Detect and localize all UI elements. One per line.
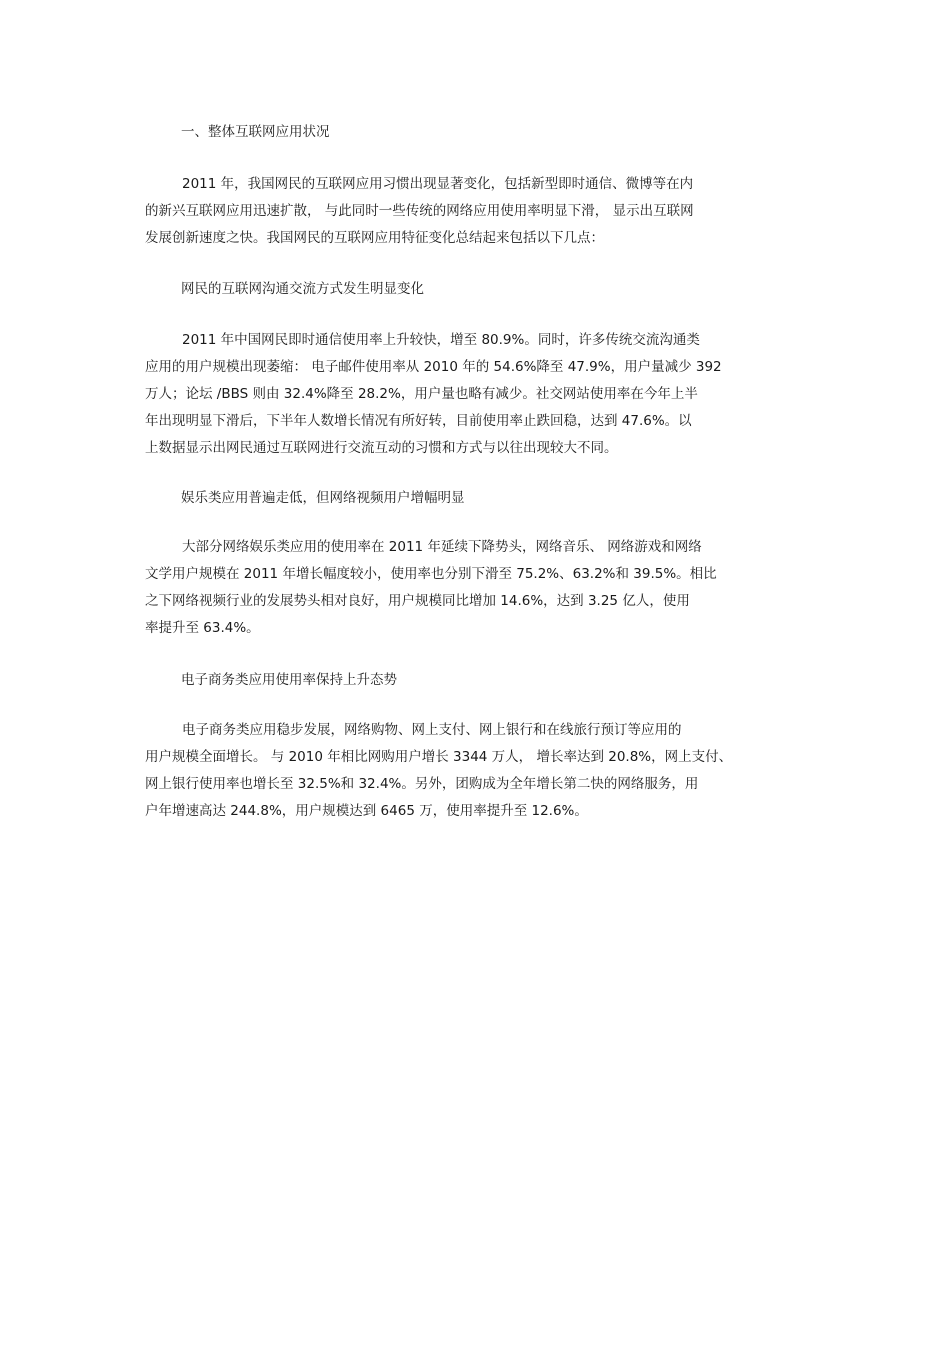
paragraph-line: 文学用户规模在 2011 年增长幅度较小，使用率也分别下滑至 75.2%、63.2%和 39.5%。相比 <box>145 566 717 582</box>
paragraph-line: 之下网络视频行业的发展势头相对良好，用户规模同比增加 14.6%，达到 3.25 亿人，使用 <box>145 593 690 609</box>
section-heading-communication: 网民的互联网沟通交流方式发生明显变化 <box>181 281 424 297</box>
paragraph-line: 大部分网络娱乐类应用的使用率在 2011 年延续下降势头，网络音乐、 网络游戏和网络 <box>182 539 702 555</box>
paragraph-overall <box>145 171 810 252</box>
section-heading-entertainment: 娱乐类应用普遍走低，但网络视频用户增幅明显 <box>181 490 465 506</box>
paragraph-line: 的新兴互联网应用迅速扩散， 与此同时一些传统的网络应用使用率明显下滑， 显示出互联网 <box>145 203 694 219</box>
paragraph-line: 应用的用户规模出现萎缩： 电子邮件使用率从 2010 年的 54.6%降至 47.9%，用户量减少 392 <box>145 359 722 375</box>
section-heading-ecommerce: 电子商务类应用使用率保持上升态势 <box>181 672 397 688</box>
paragraph-line: 上数据显示出网民通过互联网进行交流互动的习惯和方式与以往出现较大不同。 <box>145 440 618 456</box>
paragraph-entertainment <box>145 534 810 642</box>
paragraph-line: 户年增速高达 244.8%，用户规模达到 6465 万，使用率提升至 12.6%。 <box>145 803 588 819</box>
paragraph-communication <box>145 327 810 462</box>
paragraph-line: 年出现明显下滑后，下半年人数增长情况有所好转，目前使用率止跌回稳，达到 47.6%。以 <box>145 413 692 429</box>
paragraph-line: 网上银行使用率也增长至 32.5%和 32.4%。另外，团购成为全年增长第二快的网络服务，用 <box>145 776 699 792</box>
section-heading-overall: 一、整体互联网应用状况 <box>181 124 330 140</box>
paragraph-line: 电子商务类应用稳步发展，网络购物、网上支付、网上银行和在线旅行预订等应用的 <box>182 722 682 738</box>
paragraph-line: 发展创新速度之快。我国网民的互联网应用特征变化总结起来包括以下几点： <box>145 230 604 246</box>
paragraph-line: 用户规模全面增长。 与 2010 年相比网购用户增长 3344 万人， 增长率达到 20.8%，网上支付、 <box>145 749 733 765</box>
paragraph-ecommerce <box>145 717 810 825</box>
paragraph-line: 万人；论坛 /BBS 则由 32.4%降至 28.2%，用户量也略有减少。社交网站使用率在今年上半 <box>145 386 698 402</box>
paragraph-line: 2011 年中国网民即时通信使用率上升较快，增至 80.9%。同时，许多传统交流沟通类 <box>182 332 700 348</box>
paragraph-line: 2011 年，我国网民的互联网应用习惯出现显著变化，包括新型即时通信、微博等在内 <box>182 176 694 192</box>
paragraph-line: 率提升至 63.4%。 <box>145 620 260 636</box>
